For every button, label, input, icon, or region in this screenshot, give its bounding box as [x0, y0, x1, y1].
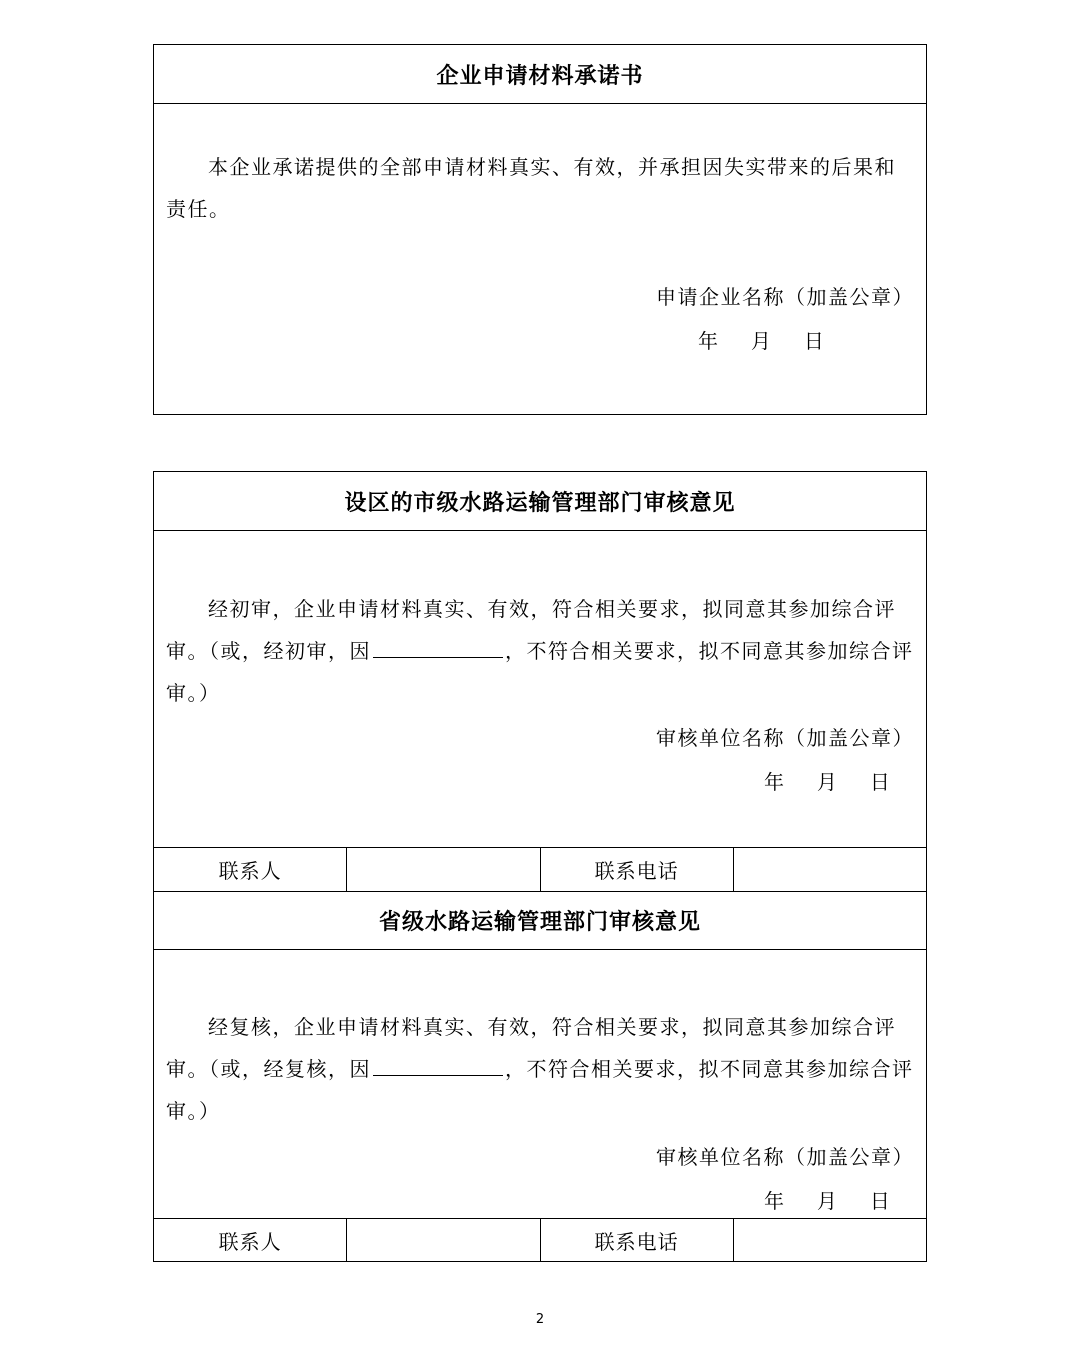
city-contact-row [154, 847, 926, 891]
city-phone-label: 联系电话 [541, 848, 734, 891]
city-review-body-part2: ，不符合相关要求，拟不同意其参加综合评审。） [166, 639, 914, 705]
commitment-date: 年 月 日 [698, 329, 826, 353]
city-contact-field[interactable] [347, 848, 540, 891]
commitment-body-text: 本企业承诺提供的全部申请材料真实、有效，并承担因失实带来的后果和责任。 [166, 155, 896, 221]
province-review-signature: 审核单位名称（加盖公章） [656, 1145, 914, 1169]
city-phone-field[interactable] [734, 848, 926, 891]
city-reason-blank[interactable] [373, 635, 503, 658]
commitment-signature: 申请企业名称（加盖公章） [656, 285, 914, 309]
province-review-body-part2: ，不符合相关要求，拟不同意其参加综合评审。） [166, 1057, 914, 1123]
city-contact-label: 联系人 [154, 848, 347, 891]
commitment-box [153, 44, 927, 415]
province-phone-label: 联系电话 [541, 1219, 734, 1262]
province-reason-blank[interactable] [373, 1053, 503, 1076]
commitment-body [166, 146, 914, 230]
province-contact-row [154, 1218, 926, 1262]
province-contact-field[interactable] [347, 1219, 540, 1262]
province-review-date: 年 月 日 [764, 1189, 892, 1213]
province-review-body [166, 1006, 914, 1132]
city-review-body [166, 588, 914, 714]
province-phone-field[interactable] [734, 1219, 926, 1262]
city-review-title: 设区的市级水路运输管理部门审核意见 [154, 472, 926, 531]
page-number: 2 [535, 1312, 545, 1327]
review-box [153, 471, 927, 1262]
city-review-signature: 审核单位名称（加盖公章） [656, 726, 914, 750]
province-review-title: 省级水路运输管理部门审核意见 [154, 891, 926, 950]
city-review-body-part1: 经初审，企业申请材料真实、有效，符合相关要求，拟同意其参加综合评审。（或，经初审，因 [166, 597, 896, 663]
commitment-title: 企业申请材料承诺书 [154, 45, 926, 104]
province-contact-label: 联系人 [154, 1219, 347, 1262]
city-review-date: 年 月 日 [764, 770, 892, 794]
province-review-body-part1: 经复核，企业申请材料真实、有效，符合相关要求，拟同意其参加综合评审。（或，经复核，因 [166, 1015, 896, 1081]
